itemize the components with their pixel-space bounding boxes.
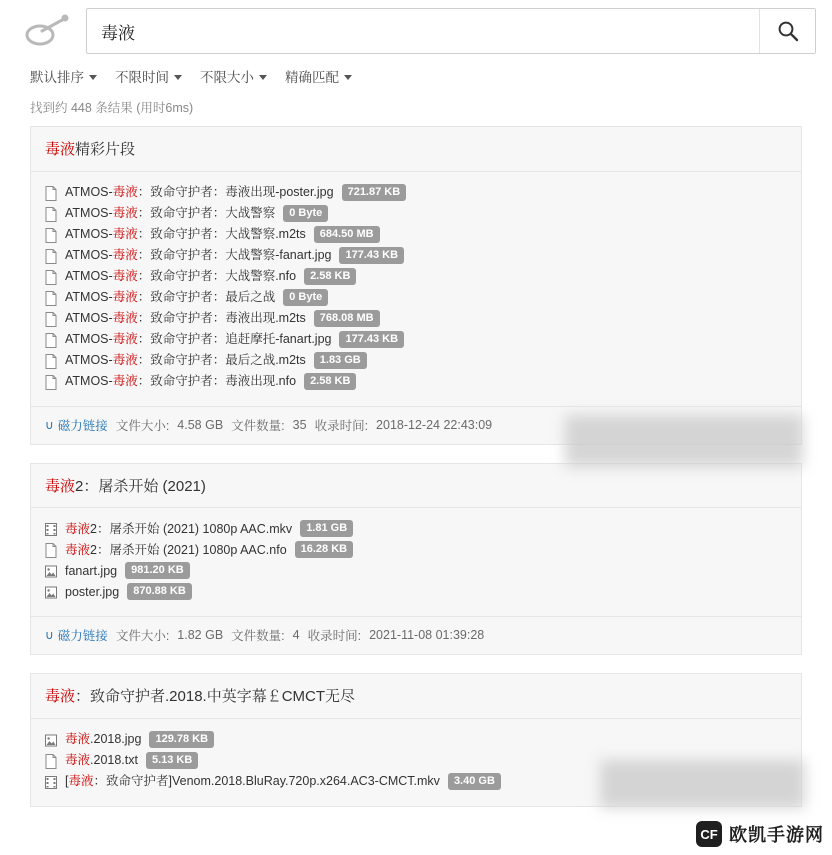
file-icon <box>45 354 59 369</box>
file-icon <box>45 249 59 264</box>
filesize-label: 文件大小: <box>115 629 170 643</box>
file-icon <box>45 207 59 222</box>
filesize-value: 1.82 GB <box>177 628 224 642</box>
file-row <box>45 581 787 602</box>
watermark <box>696 821 824 847</box>
file-icon <box>45 754 59 769</box>
file-row <box>45 266 787 287</box>
file-name: ATMOS-毒液：致命守护者：毒液出现.nfo <box>65 374 297 388</box>
file-name: ATMOS-毒液：致命守护者：大战警察.m2ts <box>65 227 306 241</box>
file-size: 2.58 KB <box>304 268 356 285</box>
file-size: 177.43 KB <box>339 331 404 348</box>
filecount-value: 35 <box>292 417 307 432</box>
file-row <box>45 287 787 308</box>
file-row <box>45 350 787 371</box>
file-row <box>45 245 787 266</box>
search-icon <box>777 20 799 42</box>
file-row <box>45 308 787 329</box>
result-card[interactable] <box>30 673 802 807</box>
file-size: 5.13 KB <box>146 752 198 769</box>
collected-value: 2018-12-24 22:43:09 <box>376 417 493 432</box>
file-size: 0 Byte <box>283 289 328 306</box>
file-icon <box>45 291 59 306</box>
file-row <box>45 539 787 560</box>
watermark-text: 欧凯手游网 <box>729 825 824 845</box>
file-size: 721.87 KB <box>342 184 407 201</box>
magnet-link[interactable]: ∪ 磁力链接 <box>45 628 108 643</box>
file-size: 768.08 MB <box>314 310 380 327</box>
file-row <box>45 518 787 539</box>
file-icon <box>45 333 59 348</box>
file-size: 870.88 KB <box>127 583 192 600</box>
filecount-label: 文件数量: <box>231 418 285 433</box>
file-name: ATMOS-毒液：致命守护者：大战警察-fanart.jpg <box>65 248 332 262</box>
file-size: 129.78 KB <box>149 731 214 748</box>
results-list <box>0 126 832 807</box>
file-row <box>45 750 787 771</box>
file-icon <box>45 186 59 201</box>
chevron-down-icon <box>259 75 267 80</box>
file-name: poster.jpg <box>65 584 120 599</box>
file-row <box>45 203 787 224</box>
filter-row <box>0 60 832 86</box>
file-size: 2.58 KB <box>304 373 356 390</box>
file-name: ATMOS-毒液：致命守护者：毒液出现.m2ts <box>65 311 306 325</box>
card-footer <box>31 616 801 654</box>
file-row <box>45 729 787 750</box>
image-icon <box>45 585 59 600</box>
file-size: 177.43 KB <box>339 247 404 264</box>
magnet-logo-icon <box>20 13 72 51</box>
file-name: ATMOS-毒液：致命守护者：大战警察 <box>65 206 276 220</box>
chevron-down-icon <box>344 75 352 80</box>
file-name: 毒液.2018.txt <box>65 753 138 767</box>
watermark-logo: CF <box>696 821 722 847</box>
chevron-down-icon <box>89 75 97 80</box>
file-size: 16.28 KB <box>295 541 353 558</box>
result-card[interactable] <box>30 463 802 656</box>
file-row <box>45 560 787 581</box>
file-row <box>45 224 787 245</box>
filter-match[interactable]: 精确匹配 <box>285 66 352 86</box>
file-name: 毒液2：屠杀开始 (2021) 1080p AAC.nfo <box>65 542 287 557</box>
file-row <box>45 771 787 792</box>
file-size: 3.40 GB <box>448 773 501 790</box>
collected-label: 收录时间: <box>307 629 362 643</box>
filesize-value: 4.58 GB <box>177 417 224 432</box>
file-icon <box>45 312 59 327</box>
result-title[interactable]: 毒液精彩片段 <box>31 127 801 172</box>
search-input[interactable] <box>87 9 759 53</box>
magnet-icon: ∪ <box>45 628 54 642</box>
result-card[interactable] <box>30 126 802 445</box>
filecount-value: 4 <box>292 628 300 642</box>
collected-label: 收录时间: <box>314 418 369 433</box>
file-name: ATMOS-毒液：致命守护者：最后之战 <box>65 290 276 304</box>
collected-value: 2021-11-08 01:39:28 <box>369 628 485 642</box>
filecount-label: 文件数量: <box>231 629 285 643</box>
result-title[interactable]: 毒液：致命守护者.2018.中英字幕￡CMCT无尽 <box>31 674 801 719</box>
file-icon <box>45 228 59 243</box>
file-name: [毒液：致命守护者]Venom.2018.BluRay.720p.x264.AC3-CMCT.mkv <box>65 774 440 788</box>
file-size: 1.81 GB <box>300 520 353 537</box>
search-input-wrapper[interactable] <box>86 8 816 54</box>
file-size: 684.50 MB <box>314 226 380 243</box>
file-name: fanart.jpg <box>65 563 118 578</box>
file-row <box>45 329 787 350</box>
file-row <box>45 371 787 392</box>
file-row <box>45 182 787 203</box>
file-icon <box>45 543 59 558</box>
filter-size[interactable]: 不限大小 <box>200 66 267 86</box>
card-footer <box>31 406 801 444</box>
search-bar <box>0 0 832 60</box>
filesize-label: 文件大小: <box>115 418 170 433</box>
search-button[interactable] <box>759 9 815 53</box>
file-name: ATMOS-毒液：致命守护者：最后之战.m2ts <box>65 353 306 367</box>
file-name: 毒液.2018.jpg <box>65 732 142 746</box>
file-list <box>31 172 801 406</box>
video-icon <box>45 522 59 537</box>
result-count: 找到约 448 条结果 (用时6ms) <box>30 101 194 115</box>
file-list <box>31 719 801 806</box>
image-icon <box>45 564 59 579</box>
file-size: 981.20 KB <box>125 562 190 579</box>
file-name: 毒液2：屠杀开始 (2021) 1080p AAC.mkv <box>65 521 293 536</box>
result-title[interactable]: 毒液2：屠杀开始 (2021) <box>31 464 801 509</box>
chevron-down-icon <box>174 75 182 80</box>
video-icon <box>45 775 59 790</box>
file-icon <box>45 375 59 390</box>
filter-time[interactable]: 不限时间 <box>115 66 182 86</box>
file-name: ATMOS-毒液：致命守护者：大战警察.nfo <box>65 269 297 283</box>
file-name: ATMOS-毒液：致命守护者：追赶摩托-fanart.jpg <box>65 332 332 346</box>
magnet-link[interactable]: ∪ 磁力链接 <box>45 417 108 433</box>
magnet-icon: ∪ <box>45 417 54 432</box>
file-icon <box>45 270 59 285</box>
site-logo[interactable] <box>16 9 76 53</box>
file-name: ATMOS-毒液：致命守护者：毒液出现-poster.jpg <box>65 185 334 199</box>
file-size: 1.83 GB <box>314 352 367 369</box>
file-list <box>31 508 801 616</box>
image-icon <box>45 733 59 748</box>
filter-sort[interactable]: 默认排序 <box>30 66 97 86</box>
file-size: 0 Byte <box>283 205 328 222</box>
